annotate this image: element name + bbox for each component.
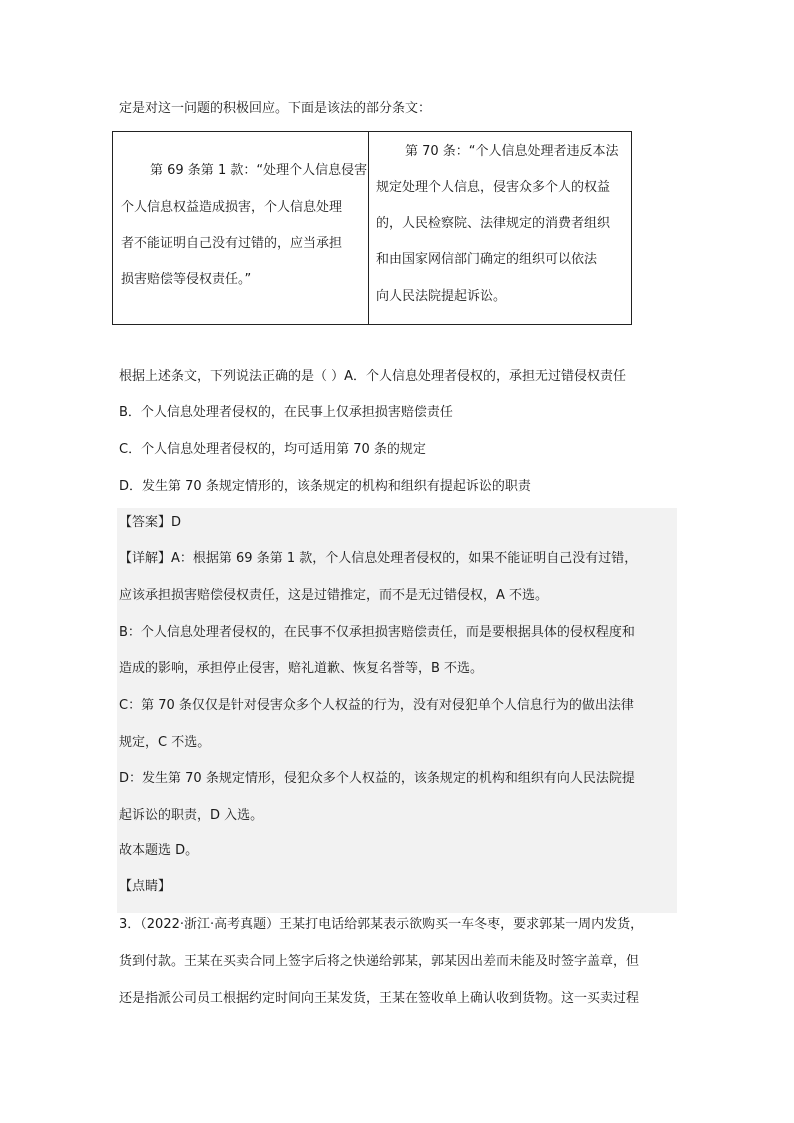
question-stem: 根据上述条文，下列说法正确的是（ ）A．个人信息处理者侵权的，承担无过错侵权责任 xyxy=(119,369,627,384)
option-d: D．发生第 70 条规定情形的，该条规定的机构和组织有提起诉讼的职责 xyxy=(119,479,531,494)
article-69-line: 损害赔偿等侵权责任。” xyxy=(121,272,252,287)
article-70-line: 的，人民检察院、法律规定的消费者组织 xyxy=(376,216,611,231)
article-70-line: 和由国家网信部门确定的组织可以依法 xyxy=(376,252,598,267)
article-70-line: 规定处理个人信息，侵害众多个人的权益 xyxy=(376,180,611,195)
article-70-line: 向人民法院提起诉讼。 xyxy=(376,289,507,304)
article-69-cell xyxy=(113,132,369,324)
question-3-line: 3．（2022·浙江·高考真题）王某打电话给郭某表示欲购买一车冬枣，要求郭某一周内发货， xyxy=(119,917,644,932)
answer-label: 【答案】D xyxy=(119,515,182,530)
explanation-line: C：第 70 条仅仅是针对侵害众多个人权益的行为，没有对侵犯单个人信息行为的做出法律 xyxy=(119,698,634,713)
article-69-line: 个人信息权益造成损害，个人信息处理 xyxy=(121,200,343,215)
question-3-line: 货到付款。王某在买卖合同上签字后将之快递给郭某，郭某因出差而未能及时签字盖章，但 xyxy=(119,954,640,969)
option-b: B．个人信息处理者侵权的，在民事上仅承担损害赔偿责任 xyxy=(119,405,453,420)
article-69-line: 者不能证明自己没有过错的，应当承担 xyxy=(121,236,343,251)
intro-text: 定是对这一问题的积极回应。下面是该法的部分条文： xyxy=(119,101,432,116)
law-articles-table xyxy=(112,131,632,325)
article-69-line: 第 69 条第 1 款：“处理个人信息侵害 xyxy=(150,163,368,178)
explanation-line: B：个人信息处理者侵权的，在民事不仅承担损害赔偿责任，而是要根据具体的侵权程度和 xyxy=(119,625,635,640)
explanation-line: 规定，C 不选。 xyxy=(119,735,211,750)
article-70-line: 第 70 条：“个人信息处理者违反本法 xyxy=(405,144,619,159)
key-point-label: 【点睛】 xyxy=(119,879,172,894)
option-c: C．个人信息处理者侵权的，均可适用第 70 条的规定 xyxy=(119,442,426,457)
explanation-line: 造成的影响，承担停止侵害，赔礼道歉、恢复名誉等，B 不选。 xyxy=(119,661,484,676)
explanation-line: D：发生第 70 条规定情形，侵犯众多个人权益的，该条规定的机构和组织有向人民法院提 xyxy=(119,771,635,786)
explanation-line: 【详解】A：根据第 69 条第 1 款，个人信息处理者侵权的，如果不能证明自己没有过错， xyxy=(119,551,638,566)
conclusion-line: 故本题选 D。 xyxy=(119,843,199,858)
article-70-cell xyxy=(369,132,631,324)
explanation-line: 应该承担损害赔偿侵权责任，这是过错推定，而不是无过错侵权，A 不选。 xyxy=(119,588,549,603)
question-3-line: 还是指派公司员工根据约定时间向王某发货，王某在签收单上确认收到货物。这一买卖过程 xyxy=(119,991,640,1006)
explanation-line: 起诉讼的职责，D 入选。 xyxy=(119,808,264,823)
